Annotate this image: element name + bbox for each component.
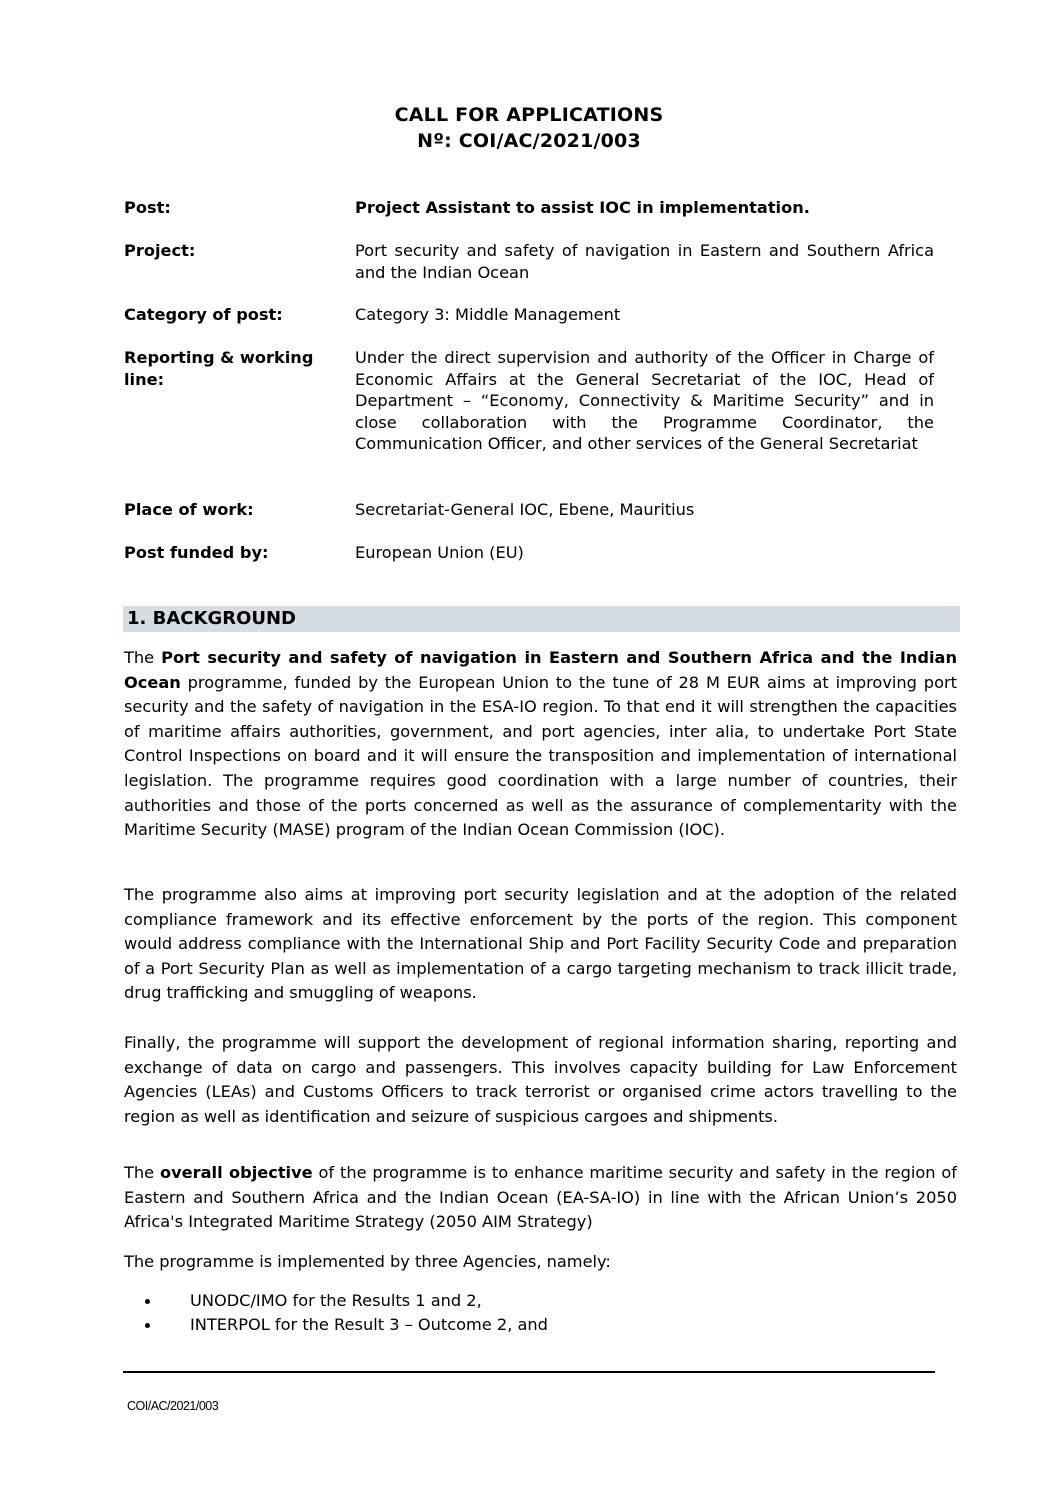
programme-name: Port security and safety of navigation in Eastern and Southern Africa and the Indian Ocean bbox=[124, 648, 957, 692]
list-item bbox=[124, 1313, 957, 1337]
section-heading-band bbox=[123, 606, 960, 632]
paragraph-agencies-intro bbox=[124, 1250, 957, 1275]
reporting-value: Under the direct supervision and authority of the Officer in Charge of Economic Affairs at the General Secretariat of the IOC, Head of Department – “Economy, Connectivity & Maritime Security” and in close collaboration with the Programme Coordinator, the Communication Officer, and other services of the General Secretariat bbox=[355, 348, 934, 454]
bullet-icon bbox=[145, 1299, 150, 1304]
post-label: Post: bbox=[124, 198, 171, 217]
project-label: Project: bbox=[124, 241, 196, 260]
reporting-label: Reporting & working line: bbox=[124, 348, 314, 389]
call-title: CALL FOR APPLICATIONS bbox=[394, 104, 664, 126]
list-item-text: UNODC/IMO for the Results 1 and 2, bbox=[190, 1291, 482, 1310]
list-item bbox=[124, 1289, 957, 1313]
p4-lead: The bbox=[124, 1163, 160, 1182]
p1-rest: programme, funded by the European Union to the tune of 28 M EUR aims at improving port security and the safety of navigation in the ESA-IO region. To that end it will strengthen the capacities of maritime affairs authorities, government, and port agencies, inter alia, to undertake Port State Control Inspections on board and it will ensure the transposition and implementation of international legislation. The programme requires good coordination with a large number of countries, their authorities and those of the ports concerned as well as the assurance of complementarity with the Maritime Security (MASE) program of the Indian Ocean Commission (IOC). bbox=[124, 672, 957, 840]
p5-text: The programme is implemented by three Agencies, namely: bbox=[124, 1252, 611, 1271]
p4-rest: of the programme is to enhance maritime security and safety in the region of Eastern and Southern Africa and the Indian Ocean (EA-SA-IO) in line with the African Union’s 2050 Africa's Integrated Maritime Strategy (2050 AIM Strategy) bbox=[124, 1163, 957, 1232]
p1-lead: The bbox=[124, 648, 162, 667]
paragraph-information-sharing bbox=[124, 1031, 957, 1129]
project-value: Port security and safety of navigation in Eastern and Southern Africa and the Indian Ocean bbox=[355, 241, 934, 282]
agencies-list bbox=[124, 1289, 957, 1337]
footer-divider bbox=[123, 1371, 935, 1373]
p3-text: Finally, the programme will support the development of regional information sharing, reporting and exchange of data on cargo and passengers. This involves capacity building for Law Enforcement Agencies (LEAs) and Customs Officers to track terrorist or organised crime actors travelling to the region as well as identification and seizure of suspicious cargoes and shipments. bbox=[124, 1033, 957, 1126]
category-value: Category 3: Middle Management bbox=[355, 305, 621, 324]
bullet-icon bbox=[145, 1323, 150, 1328]
funding-label: Post funded by: bbox=[124, 543, 269, 562]
paragraph-objective bbox=[124, 1161, 957, 1235]
footer-reference: COI/AC/2021/003 bbox=[127, 1399, 219, 1413]
place-value: Secretariat-General IOC, Ebene, Mauritius bbox=[355, 500, 695, 519]
funding-value: European Union (EU) bbox=[355, 543, 524, 562]
category-label: Category of post: bbox=[124, 305, 283, 324]
call-reference-number: Nº: COI/AC/2021/003 bbox=[417, 130, 641, 152]
post-value: Project Assistant to assist IOC in implementation. bbox=[355, 198, 810, 217]
paragraph-legislation bbox=[124, 883, 957, 1006]
section-heading: 1. BACKGROUND bbox=[127, 608, 296, 629]
p2-text: The programme also aims at improving port security legislation and at the adoption of the related compliance framework and its effective enforcement by the ports of the region. This component would address compliance with the International Ship and Port Facility Security Code and preparation of a Port Security Plan as well as implementation of a cargo targeting mechanism to track illicit trade, drug trafficking and smuggling of weapons. bbox=[124, 885, 957, 1003]
paragraph-intro bbox=[124, 646, 957, 843]
list-item-text: INTERPOL for the Result 3 – Outcome 2, and bbox=[190, 1315, 548, 1334]
place-label: Place of work: bbox=[124, 500, 254, 519]
overall-objective-term: overall objective bbox=[159, 1163, 313, 1182]
